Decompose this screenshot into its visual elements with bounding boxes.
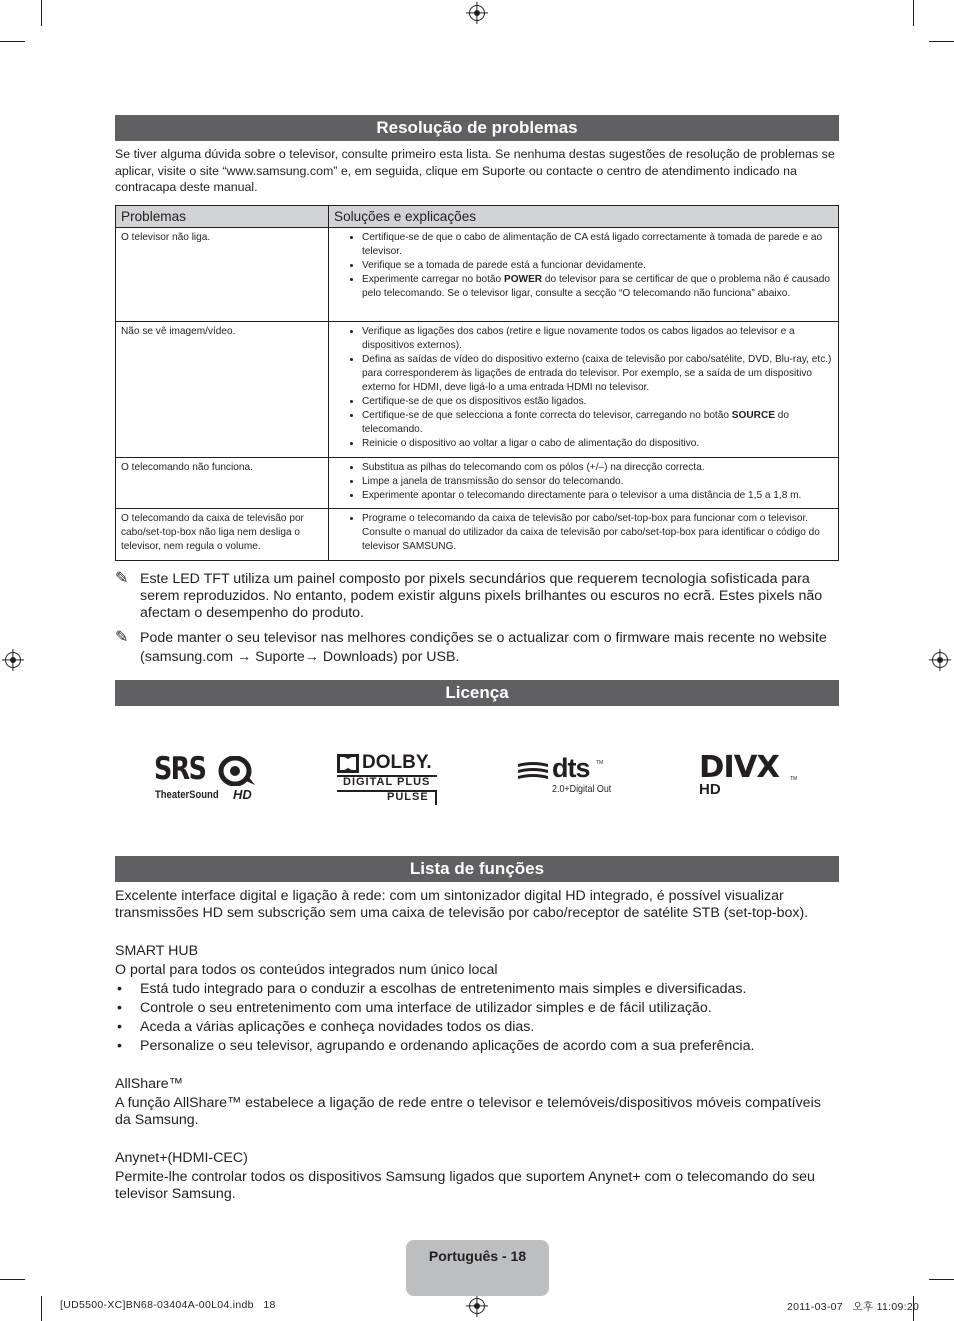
column-header-problems: Problemas <box>116 206 329 228</box>
solution-item: • Experimente carregar no botão POWER do televisor para se certificar de que o problema não é causado pelo telecomando. Se o televisor ligar, consulte a secção “O telecomando não funciona” abaixo. <box>362 273 833 301</box>
solution-item: • Certifique-se de que selecciona a fonte correcta do televisor, carregando no botão SOURCE do telecomando. <box>362 409 833 437</box>
table-row <box>116 458 839 509</box>
features-intro: Excelente interface digital e ligação à rede: com um sintonizador digital HD integrado, é possível visualizar transmissões HD sem subscrição sem uma caixa de televisão por cabo/receptor de satélite STB (set-top-box). <box>115 888 809 921</box>
crop-mark <box>913 0 914 26</box>
solutions-cell <box>329 458 839 509</box>
solution-item: • Verifique as ligações dos cabos (retire e ligue novamente todos os cabos ligados ao televisor e a dispositivos externos). <box>362 325 833 353</box>
dts-digital-out-text: 2.0+Digital Out <box>552 783 612 795</box>
dolby-text: DOLBY. <box>362 752 432 773</box>
pencil-note-icon: ✎ <box>115 570 129 587</box>
smart-hub-bullet-list <box>115 980 839 1056</box>
dolby-pulse-text: PULSE <box>387 791 429 803</box>
solutions-cell <box>329 509 839 561</box>
dolby-double-d-icon <box>337 754 359 774</box>
solution-item: • Programe o telecomando da caixa de televisão por cabo/set-top-box para funcionar com o televisor. Consulte o manual do utilizador da caixa de televisão por cabo/set-top-box para identificar o código do televisor SAMSUNG. <box>362 512 833 554</box>
section-title-features: Lista de funções <box>115 856 839 882</box>
list-item: • Personalize o seu televisor, agrupando e ordenando aplicações de acordo com a sua preferência. <box>115 1037 839 1056</box>
problem-cell: O telecomando não funciona. <box>116 458 329 509</box>
solutions-cell <box>329 322 839 458</box>
note-text: Pode manter o seu televisor nas melhores condições se o actualizar com o firmware mais recente no website (samsung.com → Suporte→ Downloads) por USB. <box>140 630 827 665</box>
solution-item: • Certifique-se de que os dispositivos estão ligados. <box>362 395 833 409</box>
table-row <box>116 228 839 322</box>
registration-mark-icon <box>5 652 21 668</box>
solution-item: • Defina as saídas de vídeo do dispositivo externo (caixa de televisão por cabo/satélite, DVD, Blu-ray, etc.) para corresponderem às ligações de entrada do televisor. Por exemplo, se a saída de um dispositivo externo for HDMI, deve ligá-lo a uma entrada HDMI no televisor. <box>362 353 833 395</box>
problem-cell: Não se vê imagem/vídeo. <box>116 322 329 458</box>
srs-circle-icon <box>218 756 256 786</box>
crop-mark <box>0 41 25 42</box>
dolby-digital-plus-text: DIGITAL PLUS <box>343 776 431 788</box>
note-text: Este LED TFT utiliza um painel composto por pixels secundários que requerem tecnologia sofisticada para serem reproduzidos. No entanto, podem existir alguns pixels brilhantes ou escuros no ecrã. Estes pixels não afectam o desempenho do produto. <box>140 571 823 621</box>
divx-tm-text: TM <box>790 776 798 782</box>
crop-mark <box>929 41 954 42</box>
page-number-tab <box>406 1240 549 1296</box>
crop-mark <box>929 1279 954 1280</box>
dts-digital-out-logo <box>516 753 622 800</box>
note-firmware <box>115 629 839 667</box>
allshare-description: A função AllShare™ estabelece a ligação de rede entre o televisor e telemóveis/dispositivos móveis compatíveis da Samsung. <box>115 1095 821 1128</box>
column-header-solutions: Soluções e explicações <box>329 206 839 228</box>
problem-cell: O televisor não liga. <box>116 228 329 322</box>
smart-hub-description: O portal para todos os conteúdos integrados num único local <box>115 962 498 978</box>
anynet-heading: Anynet+(HDMI-CEC) <box>115 1150 248 1166</box>
crop-mark <box>41 1296 42 1321</box>
table-header-row <box>116 206 839 228</box>
table-row <box>116 322 839 458</box>
dts-text: dts <box>552 753 590 783</box>
troubleshooting-intro: Se tiver alguma dúvida sobre o televisor, consulte primeiro esta lista. Se nenhuma destas sugestões de resolução de problemas se aplicar, visite o site “www.samsung.com” e, em seguida, clique em Suporte ou contacte o centro de atendimento indicado na contracapa deste manual. <box>115 147 835 194</box>
button-name-text: POWER <box>503 274 543 285</box>
note-led-panel <box>115 571 839 622</box>
solution-item: • Limpe a janela de transmissão do sensor do telecomando. <box>362 475 833 489</box>
divx-hd-text: HD <box>699 781 721 798</box>
list-item: • Controle o seu entretenimento com uma interface de utilizador simples e de fácil utilização. <box>115 999 839 1018</box>
button-name-text: SOURCE <box>731 410 775 421</box>
list-item: • Está tudo integrado para o conduzir a escolhas de entretenimento mais simples e diversificadas. <box>115 980 839 999</box>
srs-theatersound-hd-logo <box>154 751 258 802</box>
crop-mark <box>0 1279 25 1280</box>
troubleshooting-table <box>115 205 839 561</box>
srs-logo-text: SRS <box>154 751 206 787</box>
registration-mark-icon <box>469 5 485 21</box>
dolby-rule <box>435 790 437 805</box>
registration-mark-icon <box>469 1298 485 1314</box>
dts-swoosh-icon <box>516 761 550 783</box>
table-row <box>116 509 839 561</box>
solution-item: • Certifique-se de que o cabo de alimentação de CA está ligado correctamente à tomada de parede e ao televisor. <box>362 231 833 259</box>
solutions-cell <box>329 228 839 322</box>
solution-item: • Reinicie o dispositivo ao voltar a ligar o cabo de alimentação do dispositivo. <box>362 437 833 451</box>
registration-mark-icon <box>932 652 948 668</box>
pencil-note-icon: ✎ <box>115 629 129 646</box>
srs-theatersound-text: TheaterSound <box>155 789 219 801</box>
dts-tm-text: TM <box>596 760 604 766</box>
crop-mark <box>41 0 42 26</box>
section-title-troubleshooting: Resolução de problemas <box>115 115 839 141</box>
srs-hd-text: HD <box>233 787 252 802</box>
divx-hd-logo <box>699 750 799 800</box>
page-number-label: Português - 18 <box>428 1248 527 1264</box>
anynet-description: Permite-lhe controlar todos os dispositivos Samsung ligados que suportem Anynet+ com o telecomando do seu televisor Samsung. <box>115 1169 815 1202</box>
dolby-digital-plus-pulse-logo <box>337 752 439 808</box>
print-slug-file: [UD5500-XC]BN68-03404A-00L04.indb 18 <box>60 1299 276 1311</box>
problem-cell: O telecomando da caixa de televisão por cabo/set-top-box não liga nem desliga o televisor, nem regula o volume. <box>116 509 329 561</box>
solution-item: • Experimente apontar o telecomando directamente para o televisor a uma distância de 1,5 a 1,8 m. <box>362 489 833 503</box>
allshare-heading: AllShare™ <box>115 1076 183 1092</box>
divx-text: DIVX <box>699 750 779 785</box>
solution-item: • Verifique se a tomada de parede está a funcionar devidamente. <box>362 259 833 273</box>
print-slug-timestamp: 2011-03-07 오후 11:09:20 <box>787 1301 920 1313</box>
smart-hub-heading: SMART HUB <box>115 943 199 959</box>
solution-item: • Substitua as pilhas do telecomando com os pólos (+/–) na direcção correcta. <box>362 461 833 475</box>
list-item: • Aceda a várias aplicações e conheça novidades todos os dias. <box>115 1018 839 1037</box>
section-title-license: Licença <box>115 680 839 706</box>
